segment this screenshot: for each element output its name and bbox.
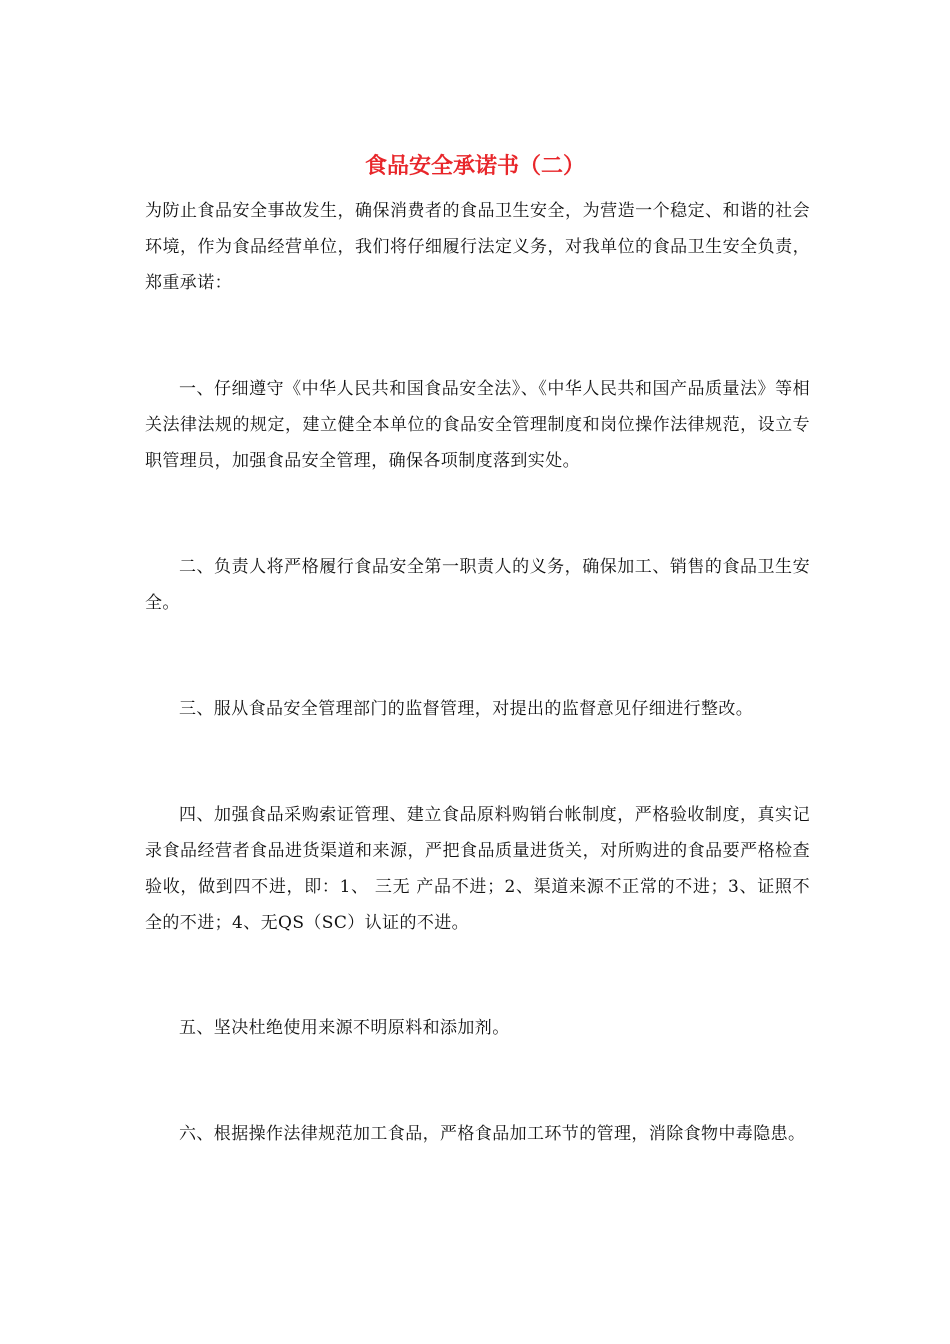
document-title: 食品安全承诺书（二） — [364, 153, 585, 179]
commitment-item-1: 一、仔细遵守《中华人民共和国食品安全法》、《中华人民共和国产品质量法》等相关法律法规的规定，建立健全本单位的食品安全管理制度和岗位操作法律规范，设立专职管理员，加强食品安全管理，确保各项制度落到实处。 — [145, 379, 810, 471]
commitment-item-5: 五、坚决杜绝使用来源不明原料和添加剂。 — [179, 1018, 510, 1038]
commitment-item-4: 四、加强食品采购索证管理、建立食品原料购销台帐制度，严格验收制度，真实记录食品经营者食品进货渠道和来源，严把食品质量进货关，对所购进的食品要严格检查验收，做到四不进，即：1、 三无 产品不进；2、渠道来源不正常的不进；3、证照不全的不进；4、无QS（SC）认证的不进。 — [145, 805, 810, 933]
commitment-item-3: 三、服从食品安全管理部门的监督管理，对提出的监督意见仔细进行整改。 — [179, 699, 754, 719]
commitment-item-2: 二、负责人将严格履行食品安全第一职责人的义务，确保加工、销售的食品卫生安全。 — [145, 557, 810, 613]
intro-paragraph: 为防止食品安全事故发生，确保消费者的食品卫生安全，为营造一个稳定、和谐的社会环境，作为食品经营单位，我们将仔细履行法定义务，对我单位的食品卫生安全负责，郑重承诺： — [145, 201, 810, 293]
commitment-item-6: 六、根据操作法律规范加工食品，严格食品加工环节的管理，消除食物中毒隐患。 — [179, 1124, 806, 1144]
